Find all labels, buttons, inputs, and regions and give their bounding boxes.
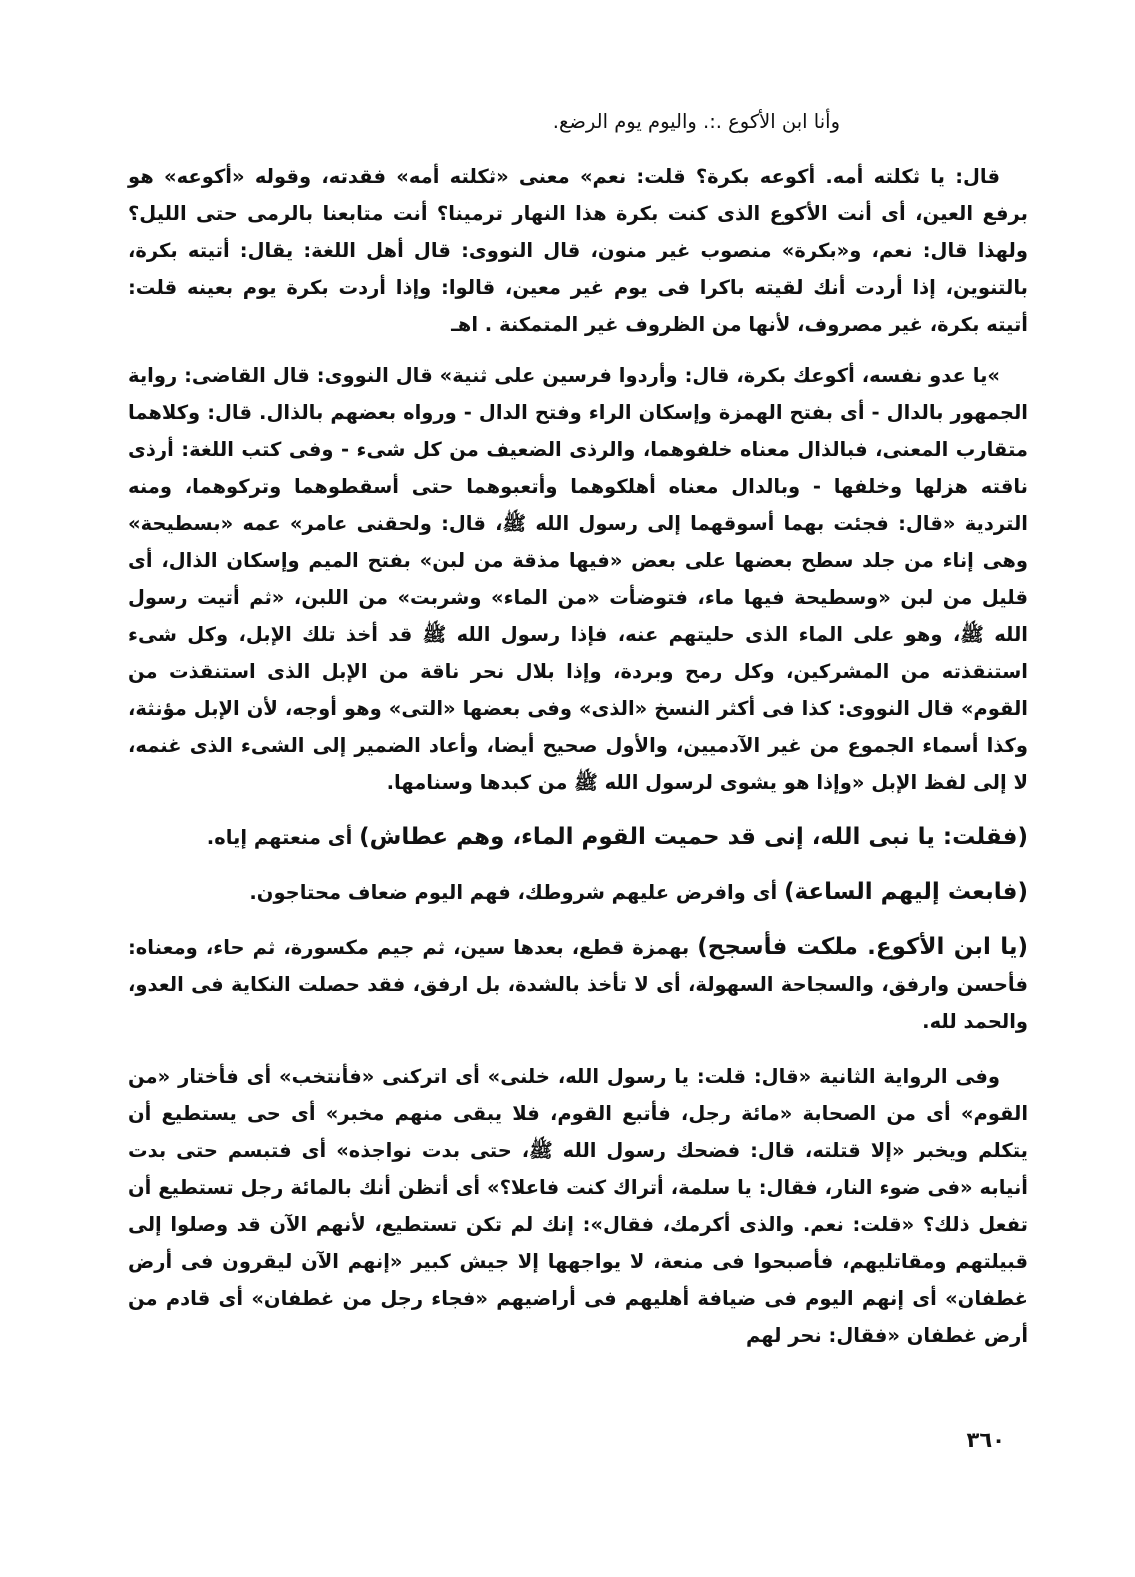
spacer — [128, 801, 1028, 819]
poetry-verse: وأنا ابن الأكوع .:. واليوم يوم الرضع. — [552, 110, 840, 133]
lemma-quote: (فقلت: يا نبى الله، إنى قد حميت القوم الماء، وهم عطاش) — [359, 824, 1028, 850]
lemma-gloss: أى وافرض عليهم شروطك، فهم اليوم ضعاف محتاجون. — [249, 881, 784, 904]
paragraph-2: »يا عدو نفسه، أكوعك بكرة، قال: وأردوا فرسين على ثنية» قال النووى: قال القاضى: رواية الجمهور بالدال - أى بفتح الهمزة وإسكان الراء وفتح الدال - ورواه بعضهم بالذال. قال: وكلاهما متقارب المعنى، فبالذال معناه خلفوهما، والرذى الضعيف من كل شىء - وفى كتب اللغة: أرذى ناقته هزلها وخلفها - وبالدال معناه أهلكوهما وأتعبوهما حتى أسقطوهما وتركوهما، ومنه التردية «قال: فجئت بهما أسوقهما إلى رسول الله ﷺ، قال: ولحقنى عامر» عمه «بسطيحة» وهى إناء من جلد سطح بعضها على بعض «فيها مذقة من لبن» بفتح الميم وإسكان الذال، أى قليل من لبن «وسطيحة فيها ماء، فتوضأت «من الماء» وشربت» من اللبن، «ثم أتيت رسول الله ﷺ، وهو على الماء الذى حليتهم عنه، فإذا رسول الله ﷺ قد أخذ تلك الإبل، وكل شىء استنقذته من المشركين، وكل رمح وبردة، وإذا بلال نحر ناقة من الإبل الذى استنقذت من القوم» قال النووى: كذا فى أكثر النسخ «الذى» وفى بعضها «التى» وهو أوجه، لأن الإبل مؤنثة، وكذا أسماء الجموع من غير الآدميين، والأول صحيح أيضا، وأعاد الضمير إلى الشىء الذى غنمه، لا إلى لفظ الإبل «وإذا هو يشوى لرسول الله ﷺ من كبدها وسنامها. — [128, 364, 1028, 794]
paragraph-3: وفى الرواية الثانية «قال: قلت: يا رسول الله، خلنى» أى اتركنى «فأنتخب» أى فأختار «من القوم» أى من الصحابة «مائة رجل، فأتبع القوم، فلا يبقى منهم مخبر» أى حى يستطيع أن يتكلم ويخبر «إلا قتلته، قال: فضحك رسول الله ﷺ، حتى بدت نواجذه» أى فتبسم حتى بدت أنيابه «فى ضوء النار، فقال: يا سلمة، أتراك كنت فاعلا؟» أى أتظن أنك بالمائة رجل تستطيع أن تفعل ذلك؟ «قلت: نعم. والذى أكرمك، فقال»: إنك لم تكن تستطيع، لأنهم الآن قد وصلوا إلى قبيلتهم ومقاتليهم، فأصبحوا فى منعة، لا يواجهها إلا جيش كبير «إنهم الآن ليقرون فى أرض غطفان» أى إنهم اليوم فى ضيافة أهليهم فى أراضيهم «فجاء رجل من غطفان» أى قادم من أرض غطفان «فقال: نحر لهم — [128, 1065, 1028, 1347]
lemma-line-3 — [128, 929, 1028, 1040]
spacer — [128, 1040, 1028, 1058]
page-body — [128, 158, 1028, 1354]
lemma-quote: (يا ابن الأكوع. ملكت فأسجح) — [697, 934, 1028, 960]
lemma-line-2 — [128, 874, 1028, 911]
spacer — [128, 911, 1028, 929]
paragraph-1: قال: يا ثكلته أمه. أكوعه بكرة؟ قلت: نعم» معنى «ثكلته أمه» فقدته، وقوله «أكوعه» هو برفع العين، أى أنت الأكوع الذى كنت بكرة هذا النهار ترمينا؟ أنت متابعنا بالرمى حتى الليل؟ ولهذا قال: نعم، و«بكرة» منصوب غير منون، قال النووى: قال أهل اللغة: يقال: أتيته بكرة، بالتنوين، إذا أردت أنك لقيته باكرا فى يوم غير معين، قالوا: وإذا أردت بكرة يوم بعينه قلت: أتيته بكرة، غير مصروف، لأنها من الظروف غير المتمكنة . اهـ — [128, 165, 1028, 336]
lemma-gloss: بهمزة قطع، بعدها سين، ثم جيم مكسورة، ثم حاء، ومعناه: فأحسن وارفق، والسجاحة السهولة، أى لا تأخذ بالشدة، بل ارفق، فقد حصلت النكاية فى العدو، والحمد لله. — [128, 936, 1028, 1033]
page-number: ٣٦٠ — [966, 1428, 1005, 1452]
spacer — [128, 856, 1028, 874]
lemma-quote: (فابعث إليهم الساعة) — [783, 879, 1028, 905]
lemma-gloss: أى منعتهم إياه. — [206, 826, 360, 849]
spacer — [128, 343, 1028, 357]
lemma-line-1 — [128, 819, 1028, 856]
